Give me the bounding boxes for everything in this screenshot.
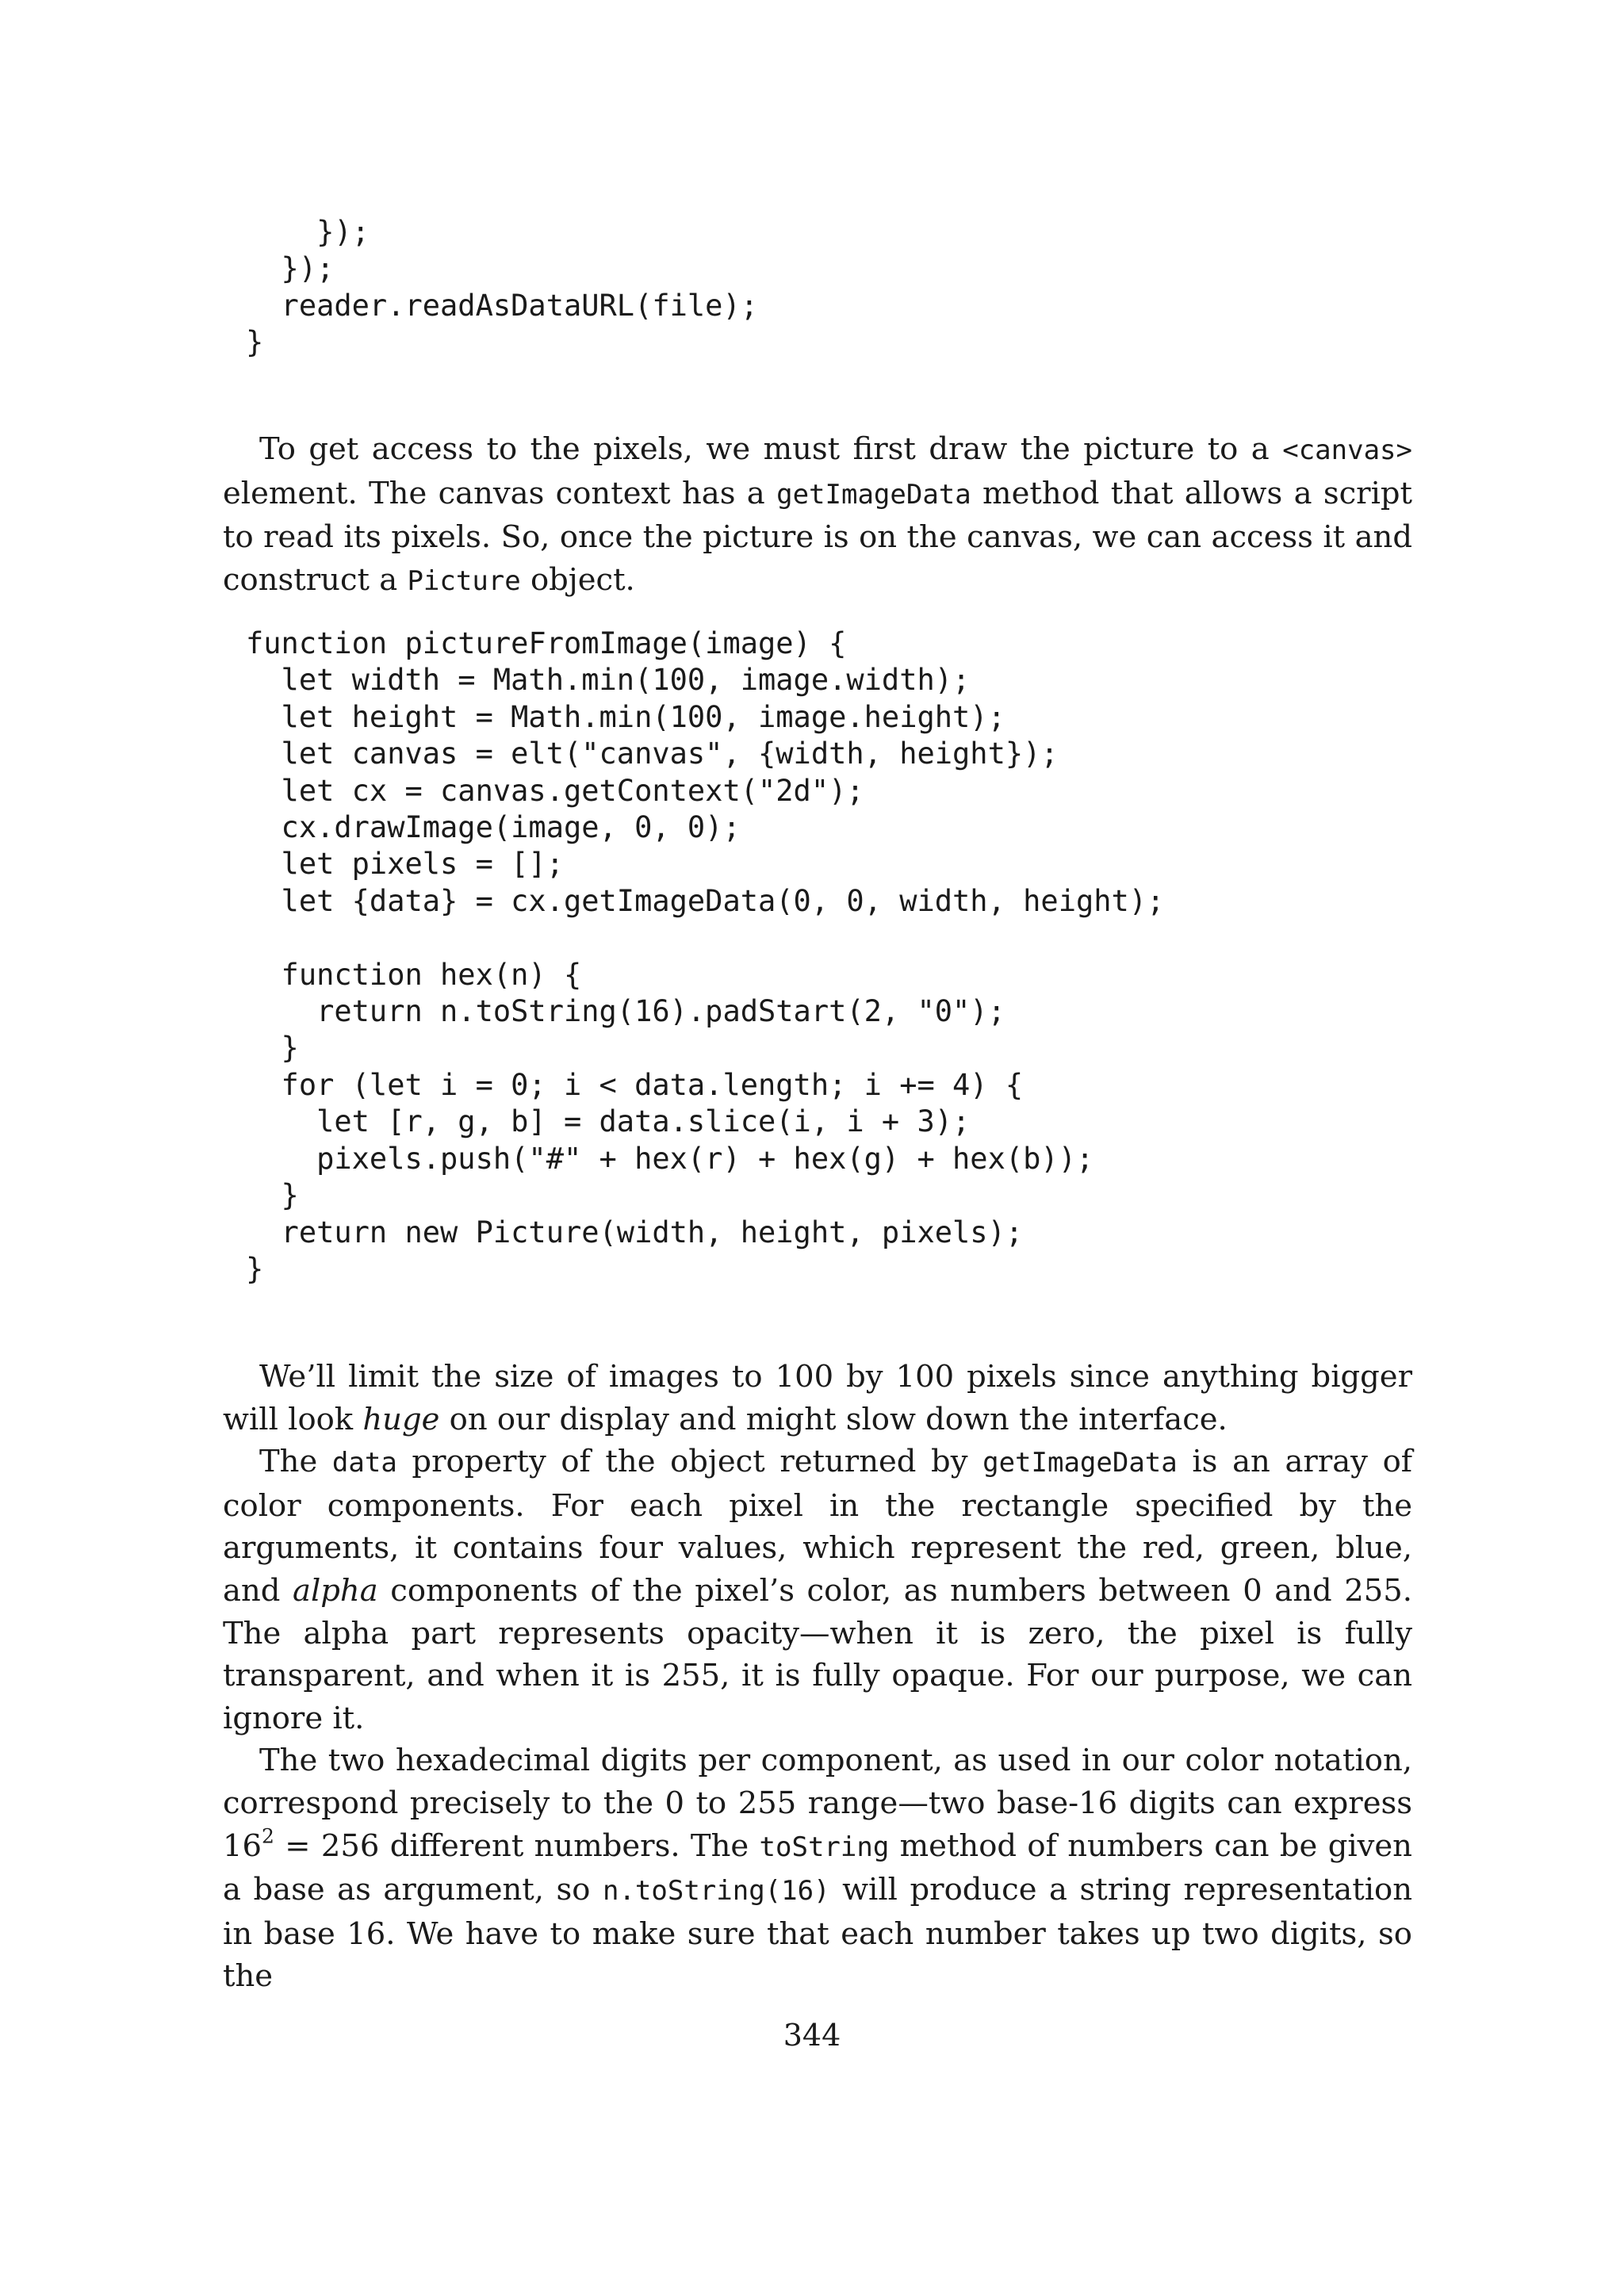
inline-code-data: data — [331, 1447, 397, 1479]
inline-code-getimagedata-2: getImageData — [982, 1447, 1178, 1479]
page-number: 344 — [783, 2018, 841, 2053]
superscript-exponent: 2 — [262, 1824, 274, 1848]
text-section-canvas-intro — [223, 428, 1412, 603]
code-block-picture-from-image: function pictureFromImage(image) { let width = Math.min(100, image.width); let height = Math.min(100, image.height); let canvas = elt("canvas", {width, height}); let cx = canvas.getContext("2d"); cx.drawImage(image, 0, 0); let pixels = []; let {data} = cx.getImageData(0, 0, width, height); function hex(n) { return n.toString(16).padStart(2, "0"); } for (let i = 0; i < data.length; i += 4) { let [r, g, b] = data.slice(i, i + 3); pixels.push("#" + hex(r) + hex(g) + hex(b)); } return new Picture(width, height, pixels); } — [246, 626, 1165, 1286]
text-section-explanation — [223, 1356, 1412, 1998]
paragraph-data-property: The data property of the object returned by getImageData is an array of color components. For each pixel in the rectangle specified by the arguments, it contains four values, which represent the red, green, blue, and alpha components of the pixel’s color, as numbers between 0 and 255. The alpha part represents opacity—when it is zero, the pixel is fully transparent, and when it is 255, it is fully opaque. For our purpose, we can ignore it. — [223, 1444, 1412, 1736]
emphasis-alpha: alpha — [293, 1572, 378, 1609]
inline-code-getimagedata: getImageData — [776, 478, 971, 511]
emphasis-huge: huge — [362, 1401, 440, 1437]
paragraph-hex-digits: The two hexadecimal digits per component, as used in our color notation, correspond precisely to the 0 to 255 range—two base-16 digits can express $16^2 = 256$ different numbers. The toString method of numbers can be given a base as argument, so n.toString(16) will produce a string representation in base 16. We have to make sure that each number takes up two digits, so the — [223, 1743, 1412, 1995]
inline-code-picture: Picture — [407, 564, 521, 597]
paragraph-size-limit: We’ll limit the size of images to 100 by 100 pixels since anything bigger will look huge on our display and might slow down the interface. — [223, 1359, 1412, 1437]
code-block-reader-end: }); }); reader.readAsDataURL(file); } — [246, 215, 759, 360]
inline-code-canvas: <canvas> — [1282, 434, 1412, 466]
inline-code-n-tostring-16: n.toString(16) — [602, 1875, 830, 1908]
paragraph-canvas-access: To get access to the pixels, we must first draw the picture to a <canvas> element. The canvas context has a getImageData method that allows a script to read its pixels. So, once the picture is on the canvas, we can access it and construct a Picture object. — [223, 431, 1413, 598]
inline-code-tostring: toString — [759, 1831, 890, 1863]
